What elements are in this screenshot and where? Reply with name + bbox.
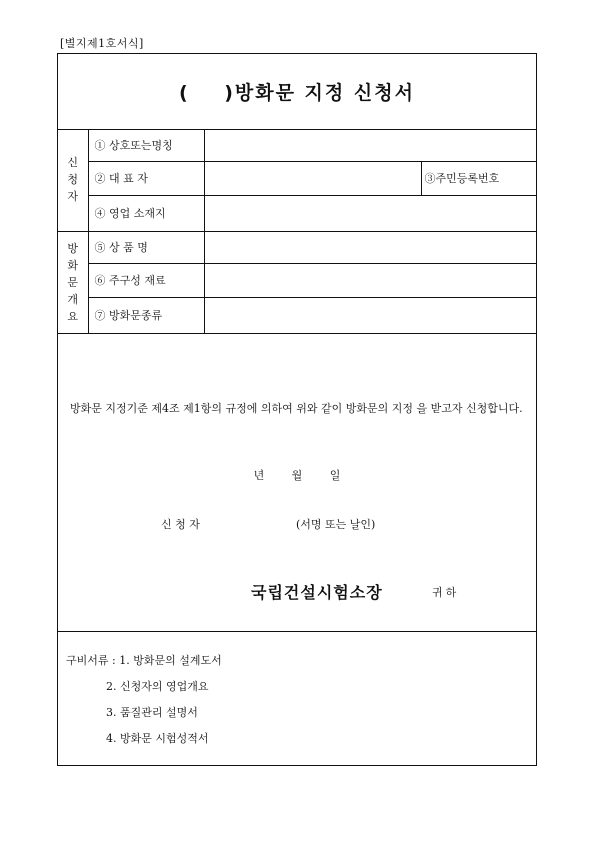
required-doc-item: 3. 품질관리 설명서 (106, 706, 198, 719)
main-material-label: ⑥ 주구성 재료 (88, 263, 204, 297)
company-name-label: ① 상호또는명칭 (88, 129, 204, 161)
representative-field[interactable] (204, 161, 421, 195)
applicant-label: 신 청 자 (161, 518, 200, 531)
product-name-field[interactable] (204, 231, 536, 263)
application-table (58, 129, 536, 334)
title-box (58, 54, 536, 130)
resident-number-label: ③주민등록번호 (421, 161, 536, 195)
business-address-label: ④ 영업 소재지 (88, 195, 204, 231)
application-statement: 방화문 지정기준 제4조 제1항의 규정에 의하여 위와 같이 방화문의 지정 을 받고자 신청합니다. (70, 402, 523, 415)
door-overview-section-label: 방 화 문 개 요 (58, 231, 88, 333)
required-doc-item: 4. 방화문 시험성적서 (106, 732, 209, 745)
required-doc-item: 2. 신청자의 영업개요 (106, 680, 209, 693)
date-line: 년 월 일 (253, 469, 341, 482)
applicant-section-label: 신 청 자 (58, 129, 88, 231)
section-divider (58, 631, 536, 632)
door-type-label: ⑦ 방화문종류 (88, 297, 204, 333)
main-material-field[interactable] (204, 263, 536, 297)
form-title: ( )방화문 지정 신청서 (179, 82, 415, 104)
representative-label: ② 대 표 자 (88, 161, 204, 195)
form-number-caption: [별지제1호서식] (60, 37, 144, 50)
application-form (57, 53, 537, 766)
signature-hint: (서명 또는 날인) (296, 518, 376, 531)
addressee: 국립건설시험소장 (251, 583, 383, 602)
door-type-field[interactable] (204, 297, 536, 333)
company-name-field[interactable] (204, 129, 536, 161)
honorific: 귀하 (432, 586, 460, 599)
required-docs-label: 구비서류 : 1. 방화문의 설계도서 (66, 654, 222, 667)
business-address-field[interactable] (204, 195, 536, 231)
product-name-label: ⑤ 상 품 명 (88, 231, 204, 263)
